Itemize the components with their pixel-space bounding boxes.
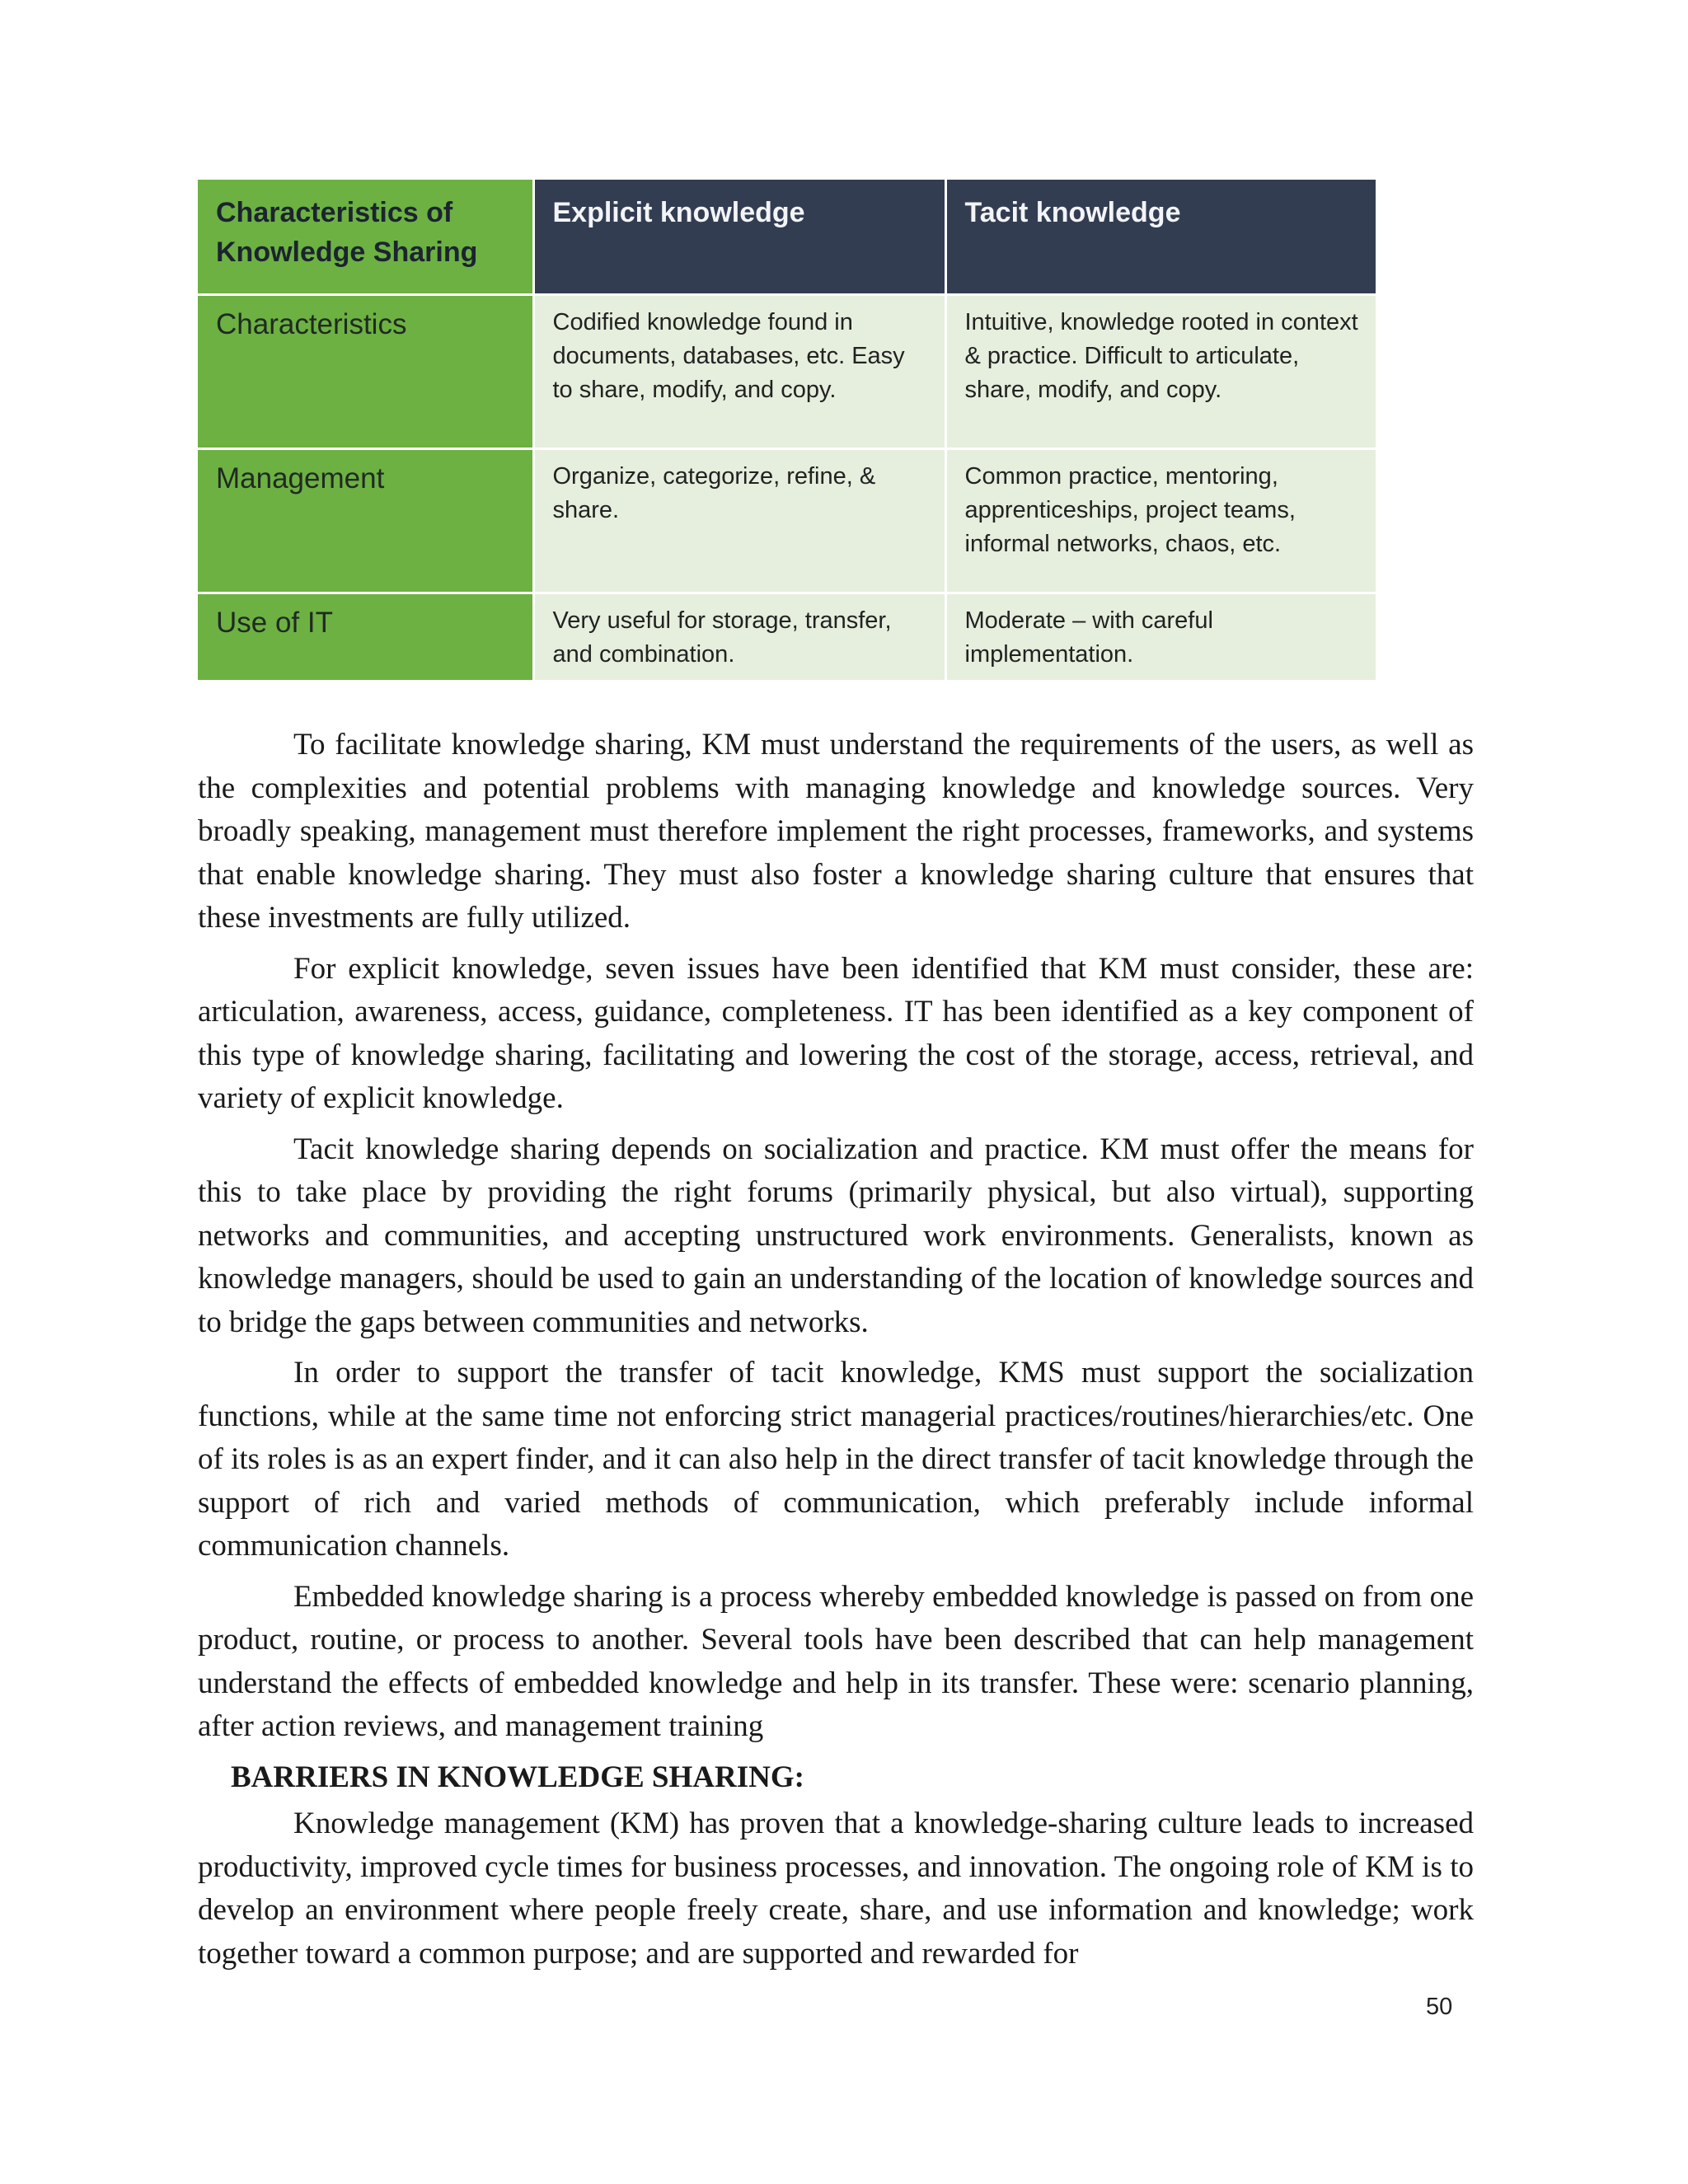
paragraph-tacit-knowledge: Tacit knowledge sharing depends on socialization and practice. KM must offer the means for this to take place by providing the right forums (primarily physical, but also virtual), supporting networks and communities, and accepting unstructured work environments. Generalists, known as knowledge managers, should be used to gain an understanding of the location of knowledge sources and to bridge the gaps between communities and networks.: [198, 1132, 1474, 1339]
row-label-management: Management: [198, 449, 533, 593]
knowledge-sharing-table: [198, 180, 1378, 682]
table-row: [198, 449, 1376, 593]
table-header-row: [198, 180, 1376, 295]
header-explicit-knowledge: Explicit knowledge: [533, 180, 945, 295]
page-number: 50: [1426, 1994, 1453, 2020]
row-label-use-of-it: Use of IT: [198, 593, 533, 682]
row-label-characteristics: Characteristics: [198, 295, 533, 449]
paragraph-tacit-transfer: In order to support the transfer of tacit knowledge, KMS must support the socialization functions, while at the same time not enforcing strict managerial practices/routines/hierarchies/etc. One of its roles is as an expert finder, and it can also help in the direct transfer of tacit knowledge through the support of rich and varied methods of communication, which preferably include informal communication channels.: [198, 1356, 1474, 1563]
cell-tacit-use-of-it: Moderate – with careful implementation.: [945, 593, 1376, 682]
cell-tacit-characteristics: Intuitive, knowledge rooted in context & practice. Difficult to articulate, share, modify, and copy.: [945, 295, 1376, 449]
paragraph-knowledge-management: Knowledge management (KM) has proven that a knowledge-sharing culture leads to increased productivity, improved cycle times for business processes, and innovation. The ongoing role of KM is to develop an environment where people freely create, share, and use information and knowledge; work together toward a common purpose; and are supported and rewarded for: [198, 1807, 1474, 1971]
header-tacit-knowledge: Tacit knowledge: [945, 180, 1376, 295]
cell-explicit-use-of-it: Very useful for storage, transfer, and combination.: [533, 593, 945, 682]
paragraph-embedded-knowledge: Embedded knowledge sharing is a process whereby embedded knowledge is passed on from one product, routine, or process to another. Several tools have been described that can help management understand the effects of embedded knowledge and help in its transfer. These were: scenario planning, after action reviews, and management training: [198, 1579, 1474, 1743]
cell-tacit-management: Common practice, mentoring, apprenticeships, project teams, informal networks, chaos, etc.: [945, 449, 1376, 593]
paragraph-explicit-knowledge: For explicit knowledge, seven issues have been identified that KM must consider, these are: articulation, awareness, access, guidance, completeness. IT has been identified as a key component of this type of knowledge sharing, facilitating and lowering the cost of the storage, access, retrieval, and variety of explicit knowledge.: [198, 951, 1474, 1115]
section-heading-barriers: BARRIERS IN KNOWLEDGE SHARING:: [231, 1760, 804, 1794]
paragraph-facilitate-knowledge-sharing: To facilitate knowledge sharing, KM must understand the requirements of the users, as well as the complexities and potential problems with managing knowledge and knowledge sources. Very broadly speaking, management must therefore implement the right processes, frameworks, and systems that enable knowledge sharing. They must also foster a knowledge sharing culture that ensures that these investments are fully utilized.: [198, 728, 1474, 935]
body-text: [198, 724, 1474, 1983]
cell-explicit-management: Organize, categorize, refine, & share.: [533, 449, 945, 593]
table-row: [198, 295, 1376, 449]
cell-explicit-characteristics: Codified knowledge found in documents, databases, etc. Easy to share, modify, and copy.: [533, 295, 945, 449]
table-row: [198, 593, 1376, 682]
header-characteristics-of-knowledge-sharing: Characteristics of Knowledge Sharing: [198, 180, 533, 295]
